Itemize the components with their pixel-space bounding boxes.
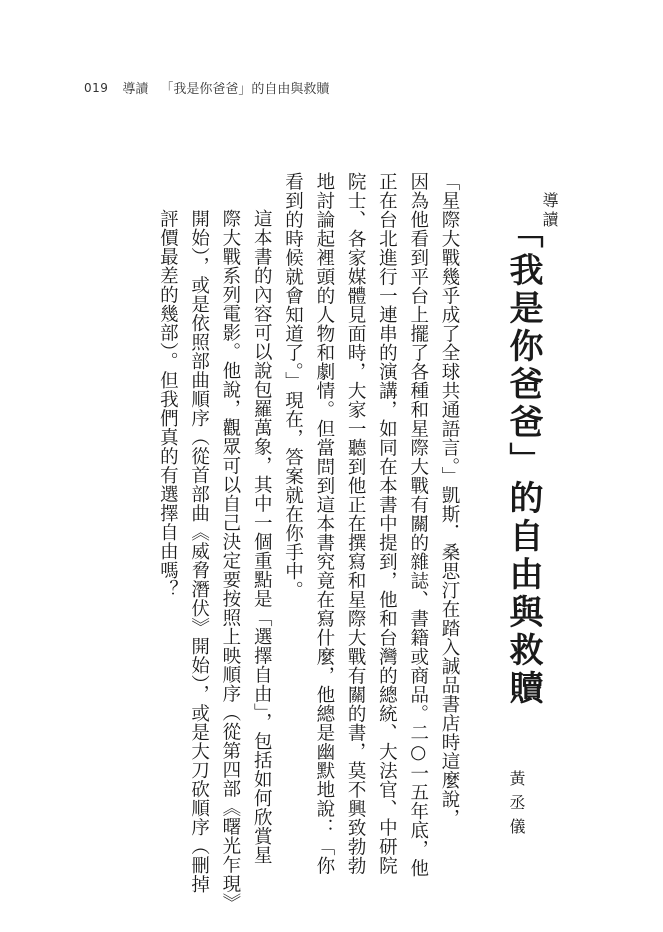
chapter-author: 黃丞儀: [507, 770, 526, 842]
chapter-tag: 導讀: [540, 192, 559, 230]
page-number: 019: [84, 80, 109, 95]
body-text: [152, 172, 465, 912]
running-header: [84, 78, 329, 97]
chapter-title: 「我是你爸爸」的自由與救贖: [503, 214, 543, 708]
body-paragraph-1: 「星際大戰幾乎成了全球共通語言。」凱斯．桑思汀在踏入誠品書店時這麼說， 因為他看到平台上擺了各種和星際大戰有關的雜誌、書籍或商品。二○一五年底，他 正在台北進行一連串的演講，如同在本書中提到，他和台灣的總統、大法官、中研院 院士、各家媒體見面時，大家一聽到他正在撰寫和星際大戰有關的書，莫不興致勃勃 地討論起裡頭的人物和劇情。但當問到這本書究竟在寫什麼，他總是幽默地說：「你 看到的時候就會知道了。」現在，答案就在你手中。: [282, 172, 460, 878]
header-chapter-title: 「我是你爸爸」的自由與救贖: [160, 82, 330, 97]
header-section-label: 導讀: [122, 82, 149, 97]
body-paragraph-2: 這本書的內容可以說包羅萬象，其中一個重點是「選擇自由」，包括如何欣賞星 際大戰系列電影。他說，觀眾可以自己決定要按照上映順序（從第四部《曙光乍現》 開始），或是依照部曲順序（從首部曲《威脅潛伏》開始），或是大刀砍順序（刪掉 評價最差的幾部）。但我們真的有選擇自由嗎？: [157, 209, 273, 912]
